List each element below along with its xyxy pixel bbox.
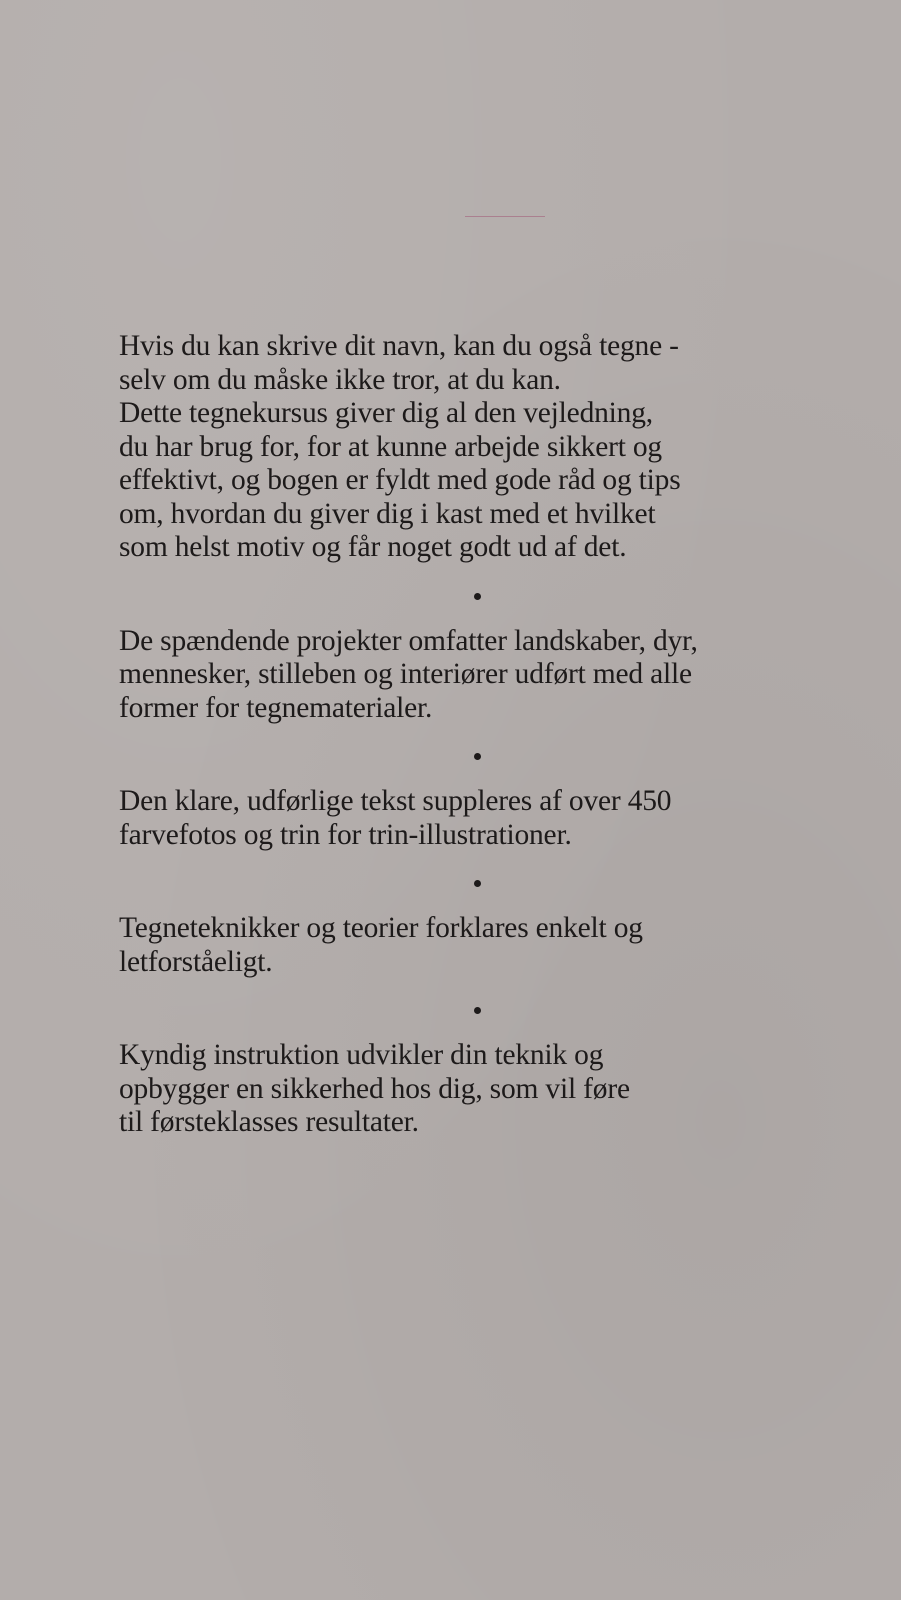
back-cover-blurb [119, 330, 859, 1140]
separator [117, 856, 837, 908]
text-line: Kyndig instruktion udvikler din teknik og [119, 1039, 604, 1071]
text-line: letforståeligt. [119, 945, 273, 978]
text-line: selv om du måske ikke tror, at du kan. [119, 363, 561, 396]
bullet-dot-icon [474, 593, 481, 600]
separator [117, 729, 837, 781]
text-line: Hvis du kan skrive dit navn, kan du også tegne - [119, 330, 679, 362]
bullet-dot-icon [474, 753, 481, 760]
text-line: Tegneteknikker og teorier forklares enkelt og [119, 912, 643, 944]
bullet-dot-icon [474, 1007, 481, 1014]
text-line: effektivt, og bogen er fyldt med gode råd og tips [119, 464, 681, 496]
paragraph-techniques [119, 912, 859, 979]
text-line: Dette tegnekursus giver dig al den vejledning, [119, 397, 653, 429]
bullet-dot-icon [474, 880, 481, 887]
paragraph-photos [119, 785, 859, 852]
paragraph-instruction [119, 1039, 859, 1140]
text-line: farvefotos og trin for trin-illustrationer. [119, 818, 572, 851]
text-line: mennesker, stilleben og interiører udført med alle [119, 658, 692, 690]
paragraph-projects [119, 625, 859, 726]
text-line: til førsteklasses resultater. [119, 1106, 419, 1138]
text-line: du har brug for, for at kunne arbejde sikkert og [119, 430, 662, 463]
stray-ink-mark [465, 216, 545, 217]
text-line: former for tegnematerialer. [119, 691, 433, 724]
text-line: opbygger en sikkerhed hos dig, som vil føre [119, 1072, 630, 1105]
text-line: som helst motiv og får noget godt ud af det. [119, 531, 627, 563]
paragraph-intro [119, 330, 859, 565]
separator [117, 569, 837, 621]
text-line: om, hvordan du giver dig i kast med et hvilket [119, 497, 656, 530]
text-line: Den klare, udførlige tekst suppleres af over 450 [119, 785, 672, 817]
text-line: De spændende projekter omfatter landskaber, dyr, [119, 624, 698, 657]
separator [117, 983, 837, 1035]
